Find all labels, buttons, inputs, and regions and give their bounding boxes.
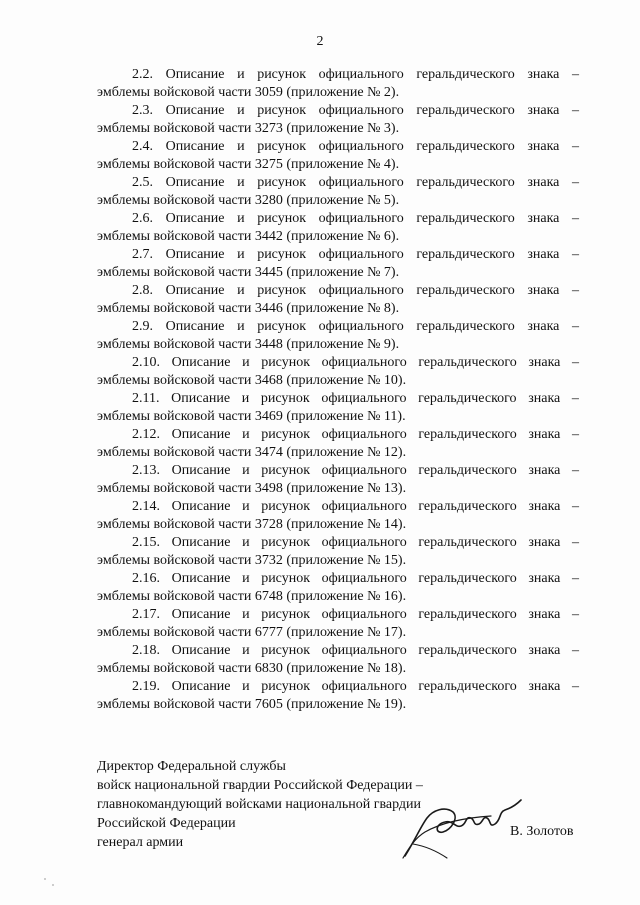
item-word: геральдического	[418, 391, 517, 406]
item-word: официального	[321, 391, 407, 406]
item-first-line	[97, 678, 579, 696]
item-word: 2.8.	[132, 283, 153, 298]
item-word: официального	[321, 535, 407, 550]
item-word: –	[572, 499, 579, 514]
item-word: Описание	[165, 319, 225, 334]
numbered-item	[97, 210, 579, 246]
item-first-line	[97, 138, 579, 156]
item-word: Описание	[165, 175, 225, 190]
item-second-line: эмблемы войсковой части 3059 (приложение № 2).	[97, 85, 400, 100]
page-number: 2	[316, 34, 324, 49]
item-word: и	[237, 319, 245, 334]
item-word: рисунок	[261, 427, 311, 442]
item-word: официального	[321, 679, 407, 694]
item-first-line	[97, 534, 579, 552]
numbered-item	[97, 678, 579, 714]
item-word: Описание	[165, 103, 225, 118]
item-word: знака	[528, 607, 561, 622]
item-word: Описание	[165, 67, 225, 82]
numbered-item	[97, 174, 579, 210]
item-word: 2.3.	[132, 103, 153, 118]
item-second-line: эмблемы войсковой части 3474 (приложение № 12).	[97, 445, 407, 460]
item-word: –	[572, 67, 579, 82]
item-word: знака	[527, 211, 560, 226]
item-first-line	[97, 318, 579, 336]
item-word: Описание	[171, 571, 231, 586]
item-word: геральдического	[418, 571, 517, 586]
item-word: геральдического	[418, 355, 517, 370]
item-word: и	[237, 67, 245, 82]
item-word: знака	[528, 499, 561, 514]
item-word: официального	[318, 283, 404, 298]
handwritten-signature	[395, 788, 525, 863]
item-word: официального	[318, 175, 404, 190]
item-word: официального	[321, 607, 407, 622]
item-word: 2.19.	[132, 679, 160, 694]
item-second-line: эмблемы войсковой части 3445 (приложение № 7).	[97, 265, 400, 280]
item-word: знака	[528, 391, 561, 406]
item-word: Описание	[165, 139, 225, 154]
item-word: знака	[528, 643, 561, 658]
item-word: Описание	[171, 679, 231, 694]
item-second-line: эмблемы войсковой части 7605 (приложение № 19).	[97, 697, 407, 712]
item-second-line: эмблемы войсковой части 3273 (приложение № 3).	[97, 121, 400, 136]
item-word: геральдического	[416, 283, 515, 298]
item-word: официального	[318, 247, 404, 262]
numbered-item	[97, 354, 579, 390]
item-word: 2.4.	[132, 139, 153, 154]
item-word: Описание	[171, 643, 231, 658]
numbered-item	[97, 534, 579, 570]
item-first-line	[97, 390, 579, 408]
item-first-line	[97, 174, 579, 192]
item-word: –	[572, 571, 579, 586]
signer-name: В. Золотов	[510, 824, 574, 839]
item-word: знака	[527, 139, 560, 154]
signature-title-line: Российской Федерации	[97, 816, 236, 831]
item-word: геральдического	[416, 211, 515, 226]
item-word: 2.17.	[132, 607, 160, 622]
item-word: рисунок	[257, 103, 307, 118]
numbered-item	[97, 498, 579, 534]
signature-title-line: главнокомандующий войсками национальной гвардии	[97, 797, 422, 812]
item-word: 2.12.	[132, 427, 160, 442]
item-word: –	[572, 463, 579, 478]
numbered-item	[97, 246, 579, 282]
item-word: официального	[318, 103, 404, 118]
item-word: знака	[528, 463, 561, 478]
item-first-line	[97, 354, 579, 372]
numbered-item	[97, 138, 579, 174]
item-second-line: эмблемы войсковой части 3732 (приложение № 15).	[97, 553, 407, 568]
item-word: Описание	[165, 211, 225, 226]
numbered-item	[97, 426, 579, 462]
item-word: и	[242, 535, 250, 550]
item-first-line	[97, 606, 579, 624]
item-second-line: эмблемы войсковой части 3275 (приложение № 4).	[97, 157, 400, 172]
signature-title-line: генерал армии	[97, 835, 184, 850]
item-word: и	[242, 679, 250, 694]
item-second-line: эмблемы войсковой части 6777 (приложение № 17).	[97, 625, 407, 640]
item-first-line	[97, 210, 579, 228]
item-first-line	[97, 246, 579, 264]
numbered-items-list	[97, 66, 579, 714]
item-word: рисунок	[257, 319, 307, 334]
item-word: –	[572, 607, 579, 622]
item-word: геральдического	[418, 463, 517, 478]
item-word: знака	[528, 535, 561, 550]
item-word: официального	[318, 319, 404, 334]
item-word: и	[241, 391, 250, 406]
item-word: и	[237, 139, 245, 154]
item-word: рисунок	[257, 67, 307, 82]
item-word: 2.2.	[132, 67, 153, 82]
item-word: рисунок	[257, 175, 307, 190]
item-word: –	[572, 247, 579, 262]
item-word: геральдического	[416, 103, 515, 118]
item-word: знака	[528, 427, 561, 442]
item-word: геральдического	[416, 67, 515, 82]
item-word: –	[572, 355, 579, 370]
item-word: рисунок	[261, 499, 311, 514]
numbered-item	[97, 570, 579, 606]
item-word: –	[572, 643, 579, 658]
item-word: официального	[318, 211, 404, 226]
item-first-line	[97, 426, 579, 444]
item-word: и	[237, 283, 245, 298]
item-word: Описание	[171, 607, 231, 622]
item-word: 2.9.	[132, 319, 153, 334]
item-first-line	[97, 66, 579, 84]
item-second-line: эмблемы войсковой части 6830 (приложение № 18).	[97, 661, 407, 676]
item-word: рисунок	[260, 391, 310, 406]
item-word: официального	[321, 499, 407, 514]
item-first-line	[97, 642, 579, 660]
item-word: официального	[321, 463, 407, 478]
item-word: Описание	[171, 535, 231, 550]
item-word: 2.14.	[132, 499, 160, 514]
item-word: рисунок	[257, 139, 307, 154]
item-word: геральдического	[416, 247, 515, 262]
item-word: и	[242, 607, 250, 622]
item-second-line: эмблемы войсковой части 3469 (приложение № 11).	[97, 409, 406, 424]
item-word: и	[242, 427, 250, 442]
scan-speck	[44, 878, 46, 880]
item-first-line	[97, 570, 579, 588]
item-word: рисунок	[257, 247, 307, 262]
item-word: геральдического	[416, 175, 515, 190]
item-word: рисунок	[261, 643, 311, 658]
numbered-item	[97, 318, 579, 354]
item-word: Описание	[165, 283, 225, 298]
item-word: рисунок	[261, 355, 311, 370]
item-word: –	[572, 103, 579, 118]
item-word: Описание	[171, 499, 231, 514]
item-word: геральдического	[416, 139, 515, 154]
item-word: официального	[318, 139, 404, 154]
item-word: Описание	[165, 247, 225, 262]
item-word: геральдического	[416, 319, 515, 334]
item-word: –	[571, 391, 579, 406]
item-word: рисунок	[261, 463, 311, 478]
item-word: геральдического	[418, 679, 517, 694]
item-word: Описание	[171, 355, 231, 370]
item-word: и	[242, 355, 250, 370]
item-first-line	[97, 498, 579, 516]
signature-title-line: Директор Федеральной службы	[97, 759, 286, 774]
item-word: знака	[528, 679, 561, 694]
item-second-line: эмблемы войсковой части 3280 (приложение № 5).	[97, 193, 400, 208]
item-word: знака	[528, 571, 561, 586]
item-word: рисунок	[261, 679, 311, 694]
item-word: знака	[527, 247, 560, 262]
numbered-item	[97, 606, 579, 642]
item-word: знака	[527, 103, 560, 118]
item-first-line	[97, 102, 579, 120]
item-second-line: эмблемы войсковой части 3446 (приложение № 8).	[97, 301, 400, 316]
item-word: и	[242, 643, 250, 658]
item-word: –	[572, 211, 579, 226]
item-word: –	[572, 535, 579, 550]
item-word: знака	[527, 67, 560, 82]
item-word: 2.6.	[132, 211, 153, 226]
item-first-line	[97, 462, 579, 480]
scan-speck	[52, 884, 54, 886]
numbered-item	[97, 462, 579, 498]
item-word: официального	[321, 571, 407, 586]
item-word: и	[237, 103, 245, 118]
item-word: рисунок	[257, 283, 307, 298]
item-word: 2.16.	[132, 571, 160, 586]
item-word: Описание	[171, 463, 231, 478]
item-word: и	[237, 211, 245, 226]
item-word: 2.11.	[132, 391, 160, 406]
numbered-item	[97, 282, 579, 318]
item-word: 2.18.	[132, 643, 160, 658]
item-word: знака	[528, 355, 561, 370]
item-word: –	[572, 139, 579, 154]
item-word: геральдического	[418, 499, 517, 514]
item-second-line: эмблемы войсковой части 3498 (приложение № 13).	[97, 481, 407, 496]
item-word: геральдического	[418, 607, 517, 622]
item-second-line: эмблемы войсковой части 6748 (приложение № 16).	[97, 589, 407, 604]
item-first-line	[97, 282, 579, 300]
item-word: рисунок	[261, 571, 311, 586]
item-word: рисунок	[261, 607, 311, 622]
item-word: и	[242, 499, 250, 514]
item-word: и	[242, 463, 250, 478]
item-word: геральдического	[418, 427, 517, 442]
item-word: –	[572, 319, 579, 334]
numbered-item	[97, 642, 579, 678]
item-word: официального	[321, 643, 407, 658]
item-word: и	[242, 571, 250, 586]
item-word: –	[572, 427, 579, 442]
item-word: 2.15.	[132, 535, 160, 550]
numbered-item	[97, 390, 579, 426]
item-word: официального	[321, 355, 407, 370]
item-word: –	[572, 175, 579, 190]
item-second-line: эмблемы войсковой части 3728 (приложение № 14).	[97, 517, 407, 532]
item-word: и	[237, 247, 245, 262]
item-second-line: эмблемы войсковой части 3442 (приложение № 6).	[97, 229, 400, 244]
item-word: –	[572, 283, 579, 298]
item-second-line: эмблемы войсковой части 3468 (приложение № 10).	[97, 373, 407, 388]
item-word: Описание	[171, 427, 231, 442]
item-second-line: эмблемы войсковой части 3448 (приложение № 9).	[97, 337, 400, 352]
item-word: геральдического	[418, 535, 517, 550]
item-word: рисунок	[261, 535, 311, 550]
item-word: знака	[527, 175, 560, 190]
numbered-item	[97, 66, 579, 102]
numbered-item	[97, 102, 579, 138]
item-word: знака	[527, 319, 560, 334]
item-word: официального	[318, 67, 404, 82]
signature-title-line: войск национальной гвардии Российской Федерации –	[97, 778, 423, 793]
item-word: Описание	[171, 391, 231, 406]
item-word: 2.13.	[132, 463, 160, 478]
item-word: знака	[527, 283, 560, 298]
item-word: рисунок	[257, 211, 307, 226]
item-word: официального	[321, 427, 407, 442]
item-word: –	[572, 679, 579, 694]
item-word: геральдического	[418, 643, 517, 658]
item-word: 2.10.	[132, 355, 160, 370]
item-word: и	[237, 175, 245, 190]
item-word: 2.7.	[132, 247, 153, 262]
item-word: 2.5.	[132, 175, 153, 190]
